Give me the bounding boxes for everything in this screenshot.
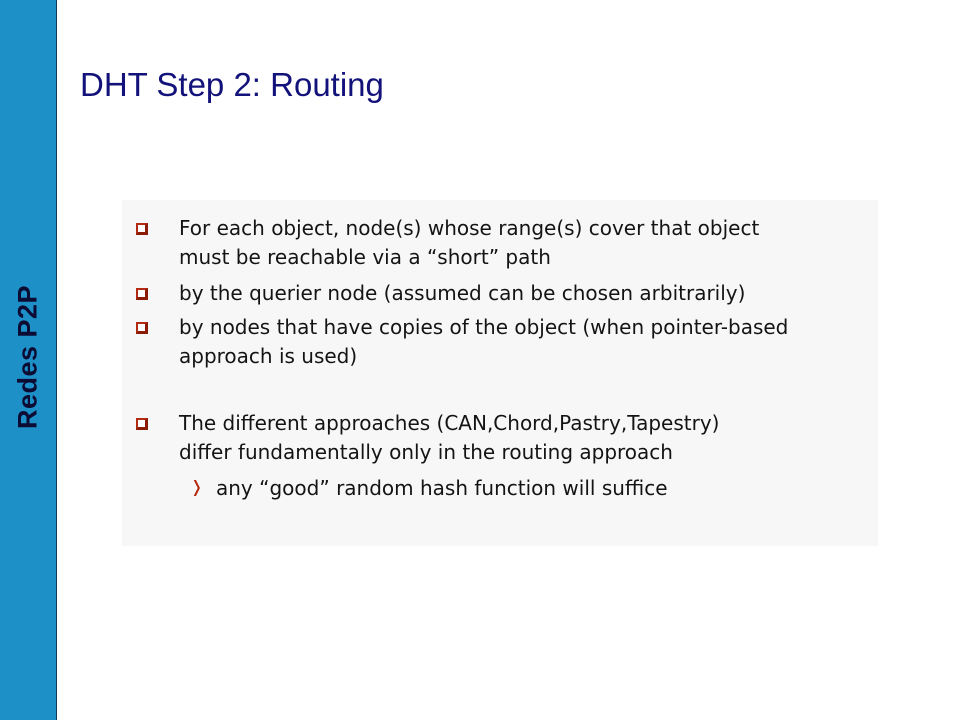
sidebar-label: Redes P2P: [12, 284, 43, 430]
slide-title: DHT Step 2: Routing: [80, 66, 384, 103]
bullet-line: by nodes that have copies of the object (when pointer-based: [179, 315, 789, 339]
bullet-line: approach is used): [179, 344, 358, 368]
bullet-line: The different approaches (CAN,Chord,Pastry,Tapestry): [179, 411, 720, 435]
sub-bullet-marker-icon: ❭: [190, 477, 204, 496]
bullet-line: by the querier node (assumed can be chosen arbitrarily): [179, 281, 746, 305]
bullet-line: must be reachable via a “short” path: [179, 245, 551, 269]
bullet-line: differ fundamentally only in the routing approach: [179, 440, 673, 464]
sidebar-band: [0, 0, 57, 720]
bullet-marker-icon: [136, 223, 148, 235]
bullet-marker-icon: [136, 288, 148, 300]
content-panel: [122, 200, 878, 546]
bullet-marker-icon: [136, 322, 148, 334]
bullet-marker-icon: [136, 418, 148, 430]
sub-bullet-text: any “good” random hash function will suffice: [216, 476, 668, 500]
bullet-line: For each object, node(s) whose range(s) cover that object: [179, 216, 760, 240]
